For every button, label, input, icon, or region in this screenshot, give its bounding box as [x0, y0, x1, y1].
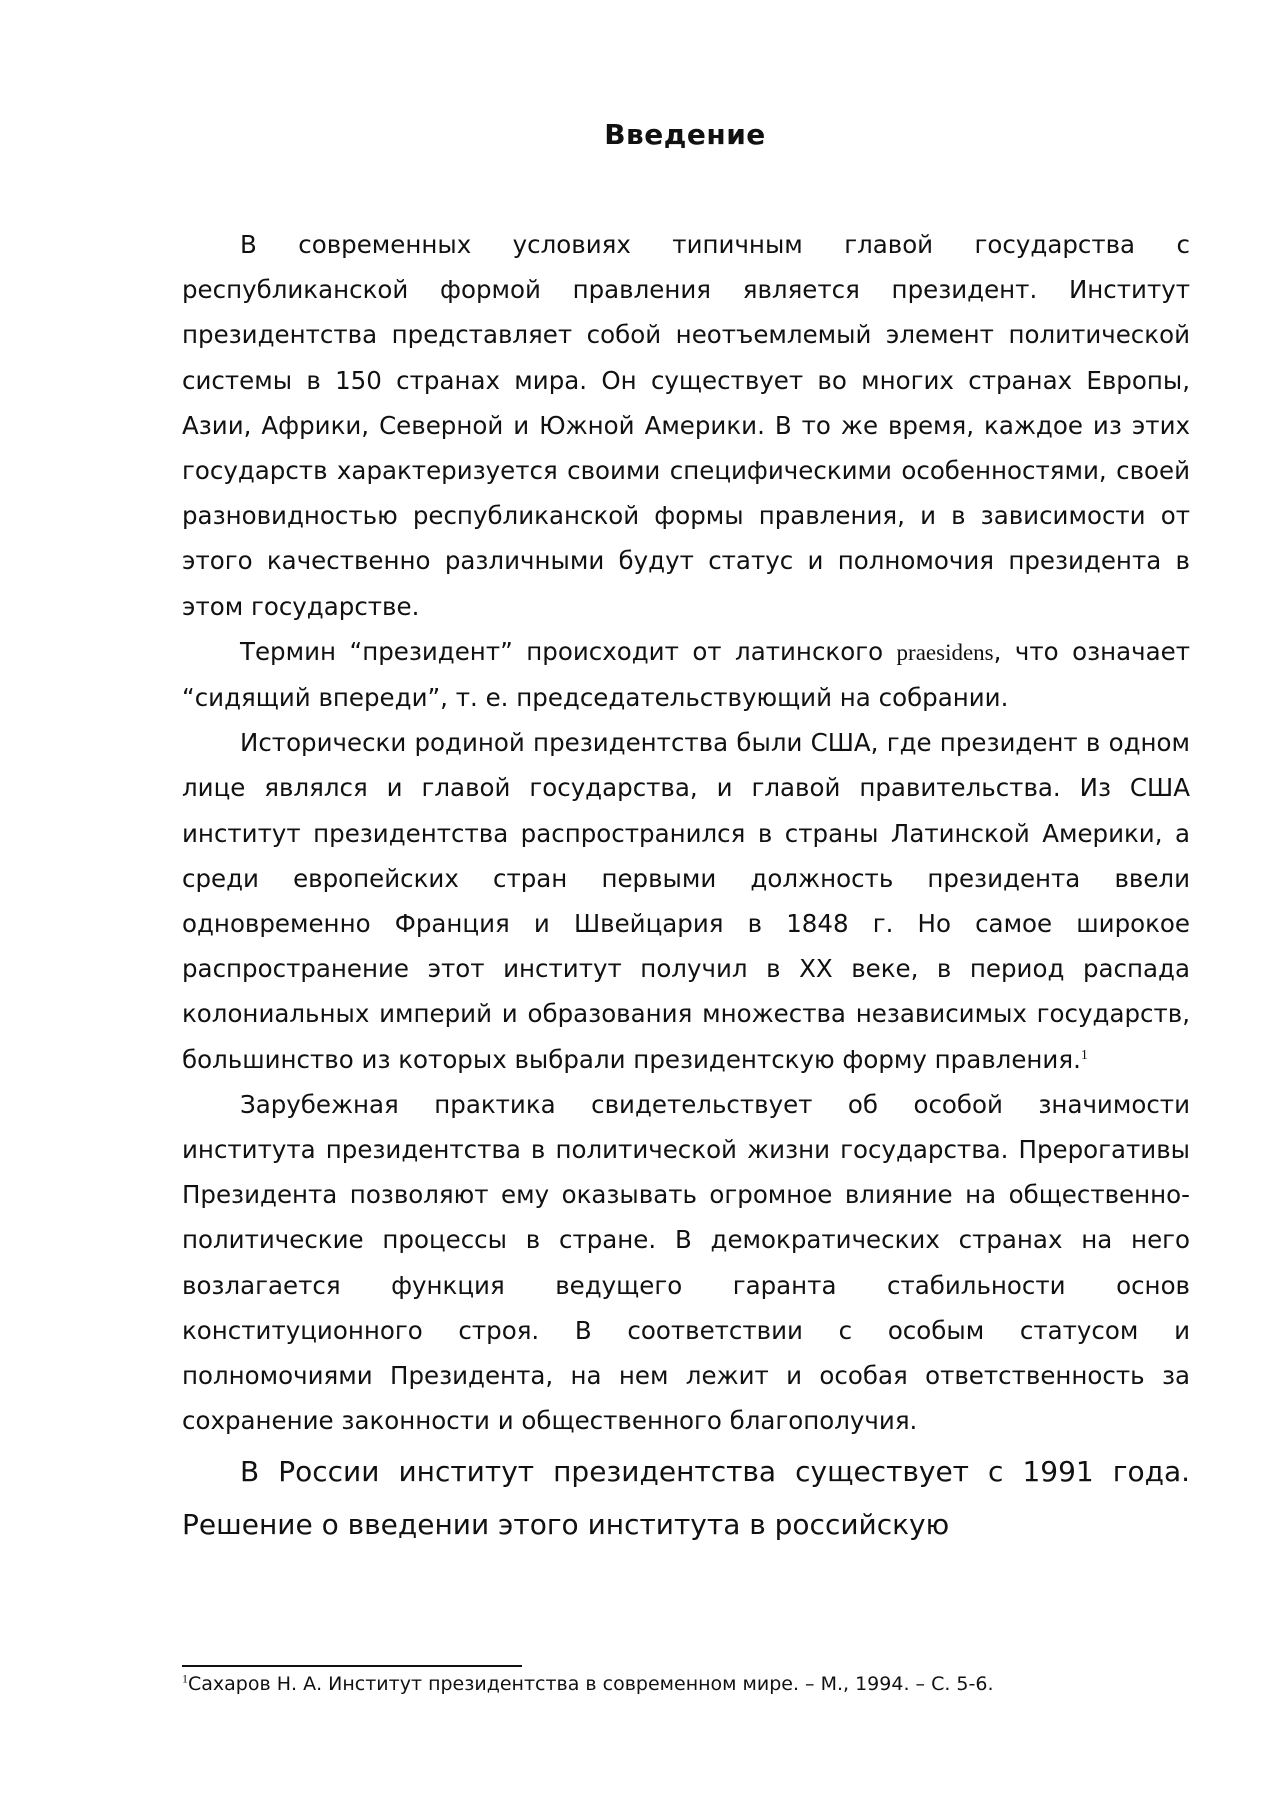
paragraph-2-text-start: Термин “президент” происходит от латинского [240, 636, 897, 666]
paragraph-3 [182, 720, 1190, 1082]
page-title: Введение [604, 118, 766, 151]
paragraph-4: Зарубежная практика свидетельствует об особой значимости института президентства в политической жизни государства. Прерогативы Президента позволяют ему оказывать огромное влияние на общественно-политические процессы в стране. В демократических странах на него возлагается функция ведущего гаранта стабильности основ конституционного строя. В соответствии с особым статусом и полномочиями Президента, на нем лежит и особая ответственность за сохранение законности и общественного благополучия. [182, 1089, 1190, 1436]
paragraph-1: В современных условиях типичным главой государства с республиканской формой правления является президент. Институт президентства представляет собой неотъемлемый элемент политической системы в 150 странах мира. Он существует во многих странах Европы, Азии, Африки, Северной и Южной Америки. В то же время, каждое из этих государств характеризуется своими специфическими особенностями, своей разновидностью республиканской формы правления, и в зависимости от этого качественно различными будут статус и полномочия президента в этом государстве. [182, 230, 1190, 621]
footnote-marker: 1 [182, 1671, 188, 1686]
body-text [182, 222, 1190, 1551]
paragraph-5: В России институт президентства существует с 1991 года. Решение о введении этого института в российскую [182, 1455, 1190, 1542]
footnote-separator [182, 1665, 522, 1667]
paragraph-3-text: Исторически родиной президентства были США, где президент в одном лице являлся и главой государства, и главой правительства. Из США институт президентства распространился в страны Латинской Америки, а среди европейских стран первыми должность президента ввели одновременно Франция и Швейцария в 1848 г. Но самое широкое распространение этот институт получил в XX веке, в период распада колониальных империй и образования множества независимых государств, большинство из которых выбрали президентскую форму правления. [182, 728, 1190, 1074]
footnote-text: Сахаров Н. А. Институт президентства в современном мире. – М., 1994. – С. 5-6. [188, 1673, 994, 1695]
paragraph-2-text-end: , что означает “сидящий впереди”, т. е. председательствующий на собрании. [182, 636, 1190, 713]
paragraph-2 [182, 629, 1190, 720]
footnote [182, 1669, 1190, 1699]
footnote-reference[interactable]: 1 [1080, 1047, 1088, 1063]
latin-term: praesidens [896, 639, 994, 665]
